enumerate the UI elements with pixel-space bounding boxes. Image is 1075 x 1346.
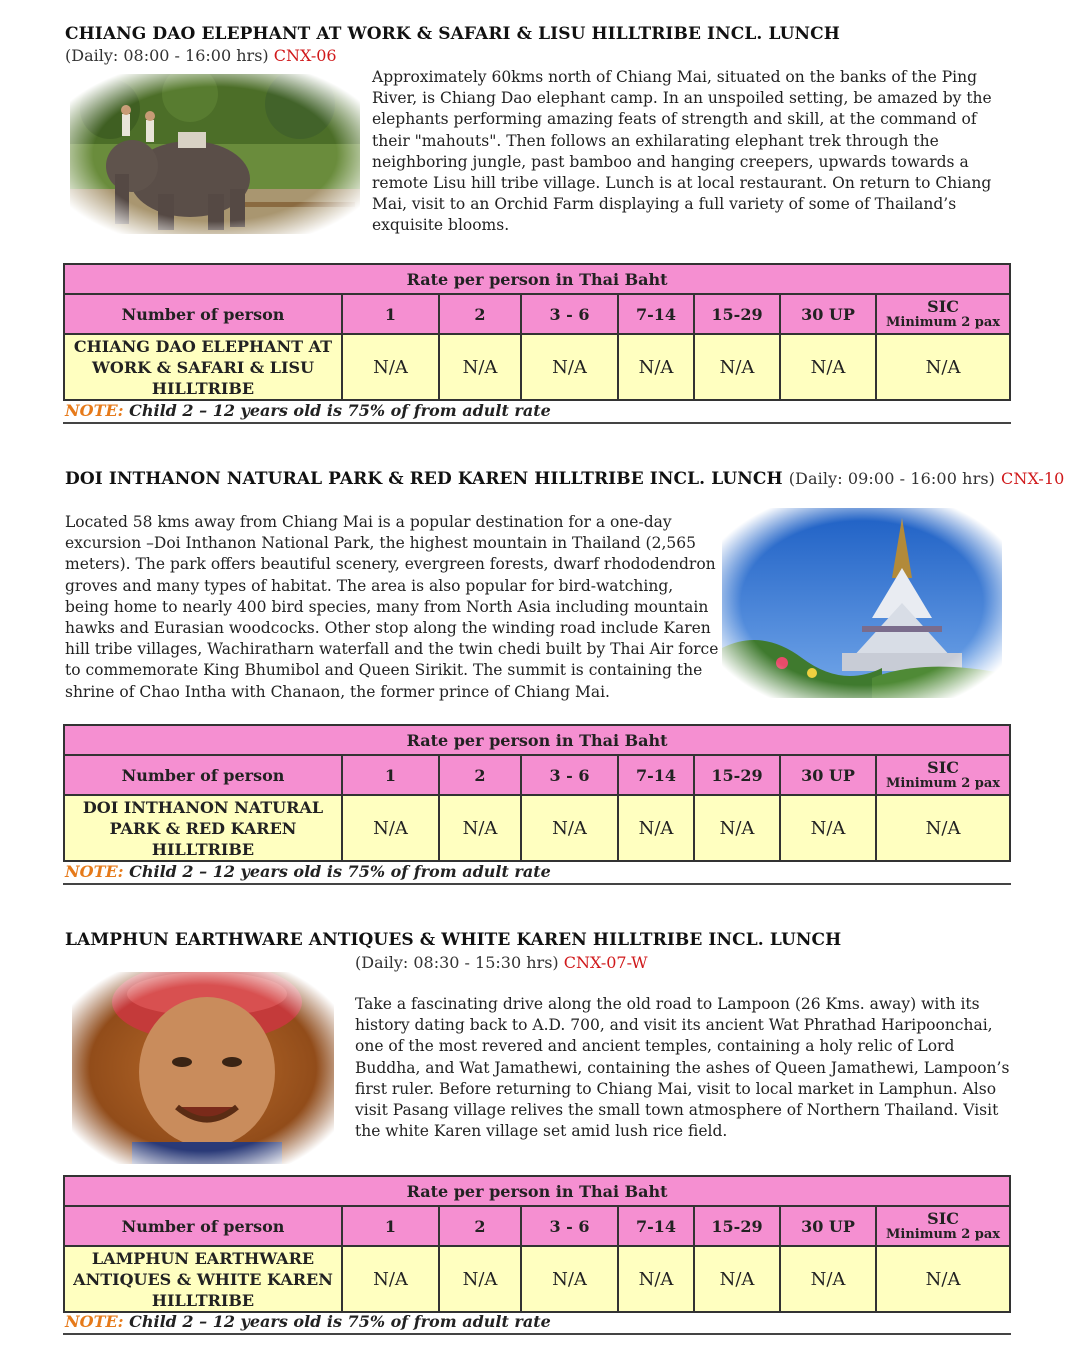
sic-header bbox=[876, 1206, 1010, 1246]
elephant-photo bbox=[70, 74, 360, 234]
col-header: 2 bbox=[439, 1206, 521, 1246]
tour-1-description: Approximately 60kms north of Chiang Mai, situated on the banks of the Ping River, is Chiang Dao elephant camp. In an unspoiled setting, be amazed by the elephants performing amazing feats of strength and skill, at the command of their "mahouts". Then follows an exhilarating elephant trek through the neighboring jungle, past bamboo and hanging creepers, upwards towards a remote Lisu hill tribe village. Lunch is at local restaurant. On return to Chiang Mai, visit to an Orchid Farm displaying a full variety of some of Thailand’s exquisite blooms. bbox=[372, 68, 992, 235]
rate-cell: N/A bbox=[439, 795, 521, 861]
col-header: 15-29 bbox=[694, 294, 780, 334]
row-header: Number of person bbox=[64, 294, 342, 334]
note-text: Child 2 – 12 years old is 75% of from adult rate bbox=[123, 401, 551, 420]
rate-cell: N/A bbox=[521, 1246, 618, 1312]
sic-label: SIC bbox=[927, 297, 959, 316]
col-header: 7-14 bbox=[618, 755, 694, 795]
tour-3-code: CNX-07-W bbox=[563, 953, 648, 972]
col-header: 30 UP bbox=[780, 755, 876, 795]
rate-table-caption: Rate per person in Thai Baht bbox=[64, 1176, 1010, 1206]
tour-2-code: CNX-10 bbox=[1001, 469, 1065, 488]
note-text: Child 2 – 12 years old is 75% of from adult rate bbox=[123, 862, 551, 881]
rate-cell: N/A bbox=[876, 795, 1010, 861]
tour-name-line: CHIANG DAO ELEPHANT AT bbox=[73, 336, 333, 356]
rate-cell: N/A bbox=[694, 795, 780, 861]
tour-1-schedule: (Daily: 08:00 - 16:00 hrs) bbox=[65, 46, 269, 65]
rate-cell: N/A bbox=[780, 1246, 876, 1312]
tour-2-note bbox=[65, 862, 551, 881]
tour-3-schedule: (Daily: 08:30 - 15:30 hrs) bbox=[355, 953, 559, 972]
tour-1-code: CNX-06 bbox=[273, 46, 337, 65]
tour-1-note bbox=[65, 401, 551, 420]
col-header: 1 bbox=[342, 755, 439, 795]
tour-2-description: Located 58 kms away from Chiang Mai is a popular destination for a one-day excursion –Doi Inthanon National Park, the highest mountain in Thailand (2,565 meters). The park offers beautiful scenery, evergreen forests, dwarf rhododendron groves and many types of habitat. The area is also popular for bird-watching, being home to nearly 400 bird species, many from North Asia including mountain hawks and Eurasian woodcocks. Other stop along the winding road include Karen hill tribe villages, Wachiratharn waterfall and the twin chedi built by Thai Air force to commemorate King Bhumibol and Queen Sirikit. The summit is containing the shrine of Chao Intha with Chanaon, the former prince of Chiang Mai. bbox=[65, 513, 719, 701]
col-header: 1 bbox=[342, 1206, 439, 1246]
divider bbox=[63, 883, 1011, 885]
sic-header bbox=[876, 294, 1010, 334]
rate-cell: N/A bbox=[342, 334, 439, 400]
chedi-photo bbox=[722, 508, 1002, 698]
col-header: 3 - 6 bbox=[521, 755, 618, 795]
note-label: NOTE: bbox=[65, 862, 124, 881]
rate-cell: N/A bbox=[876, 1246, 1010, 1312]
tour-1-schedule-line bbox=[65, 46, 337, 65]
tour-name-line: DOI INTHANON NATURAL bbox=[82, 797, 324, 817]
rate-cell: N/A bbox=[521, 795, 618, 861]
col-header: 15-29 bbox=[694, 755, 780, 795]
rate-cell: N/A bbox=[694, 1246, 780, 1312]
row-header: Number of person bbox=[64, 755, 342, 795]
col-header: 3 - 6 bbox=[521, 1206, 618, 1246]
rate-table-caption: Rate per person in Thai Baht bbox=[64, 264, 1010, 294]
rate-cell: N/A bbox=[780, 334, 876, 400]
sic-minimum: Minimum 2 pax bbox=[886, 315, 1001, 330]
rate-cell: N/A bbox=[780, 795, 876, 861]
divider bbox=[63, 422, 1011, 424]
rate-cell: N/A bbox=[342, 795, 439, 861]
rate-cell: N/A bbox=[521, 334, 618, 400]
tour-2-rate-table bbox=[63, 724, 1011, 862]
tour-3-rate-table bbox=[63, 1175, 1011, 1313]
note-text: Child 2 – 12 years old is 75% of from adult rate bbox=[123, 1312, 551, 1331]
col-header: 30 UP bbox=[780, 294, 876, 334]
tour-3-schedule-line bbox=[355, 953, 648, 972]
note-label: NOTE: bbox=[65, 1312, 124, 1331]
sic-header bbox=[876, 755, 1010, 795]
col-header: 3 - 6 bbox=[521, 294, 618, 334]
col-header: 7-14 bbox=[618, 1206, 694, 1246]
tour-name-line: PARK & RED KAREN bbox=[109, 818, 297, 838]
tour-name-line: HILLTRIBE bbox=[151, 1290, 255, 1310]
tour-1-rate-table bbox=[63, 263, 1011, 401]
sic-minimum: Minimum 2 pax bbox=[886, 1227, 1001, 1242]
col-header: 1 bbox=[342, 294, 439, 334]
tour-2-schedule: (Daily: 09:00 - 16:00 hrs) bbox=[788, 469, 995, 488]
tour-name-line: HILLTRIBE bbox=[151, 378, 255, 398]
row-header: Number of person bbox=[64, 1206, 342, 1246]
rate-cell: N/A bbox=[876, 334, 1010, 400]
col-header: 30 UP bbox=[780, 1206, 876, 1246]
rate-table-caption: Rate per person in Thai Baht bbox=[64, 725, 1010, 755]
tour-name-line: ANTIQUES & WHITE KAREN bbox=[73, 1269, 333, 1289]
tour-name-cell bbox=[64, 334, 342, 400]
tour-1-title: CHIANG DAO ELEPHANT AT WORK & SAFARI & LISU HILLTRIBE INCL. LUNCH bbox=[65, 24, 840, 44]
rate-cell: N/A bbox=[694, 334, 780, 400]
note-label: NOTE: bbox=[65, 401, 124, 420]
tour-2-title: DOI INTHANON NATURAL PARK & RED KAREN HILLTRIBE INCL. LUNCH bbox=[65, 469, 783, 489]
tour-2-title-line bbox=[65, 469, 1064, 489]
col-header: 2 bbox=[439, 294, 521, 334]
tour-name-line: WORK & SAFARI & LISU bbox=[91, 357, 315, 377]
tour-3-description: Take a fascinating drive along the old road to Lampoon (26 Kms. away) with its history dating back to A.D. 700, and visit its ancient Wat Phrathad Haripoonchai, one of the most revered and ancient temples, containing a holy relic of Lord Buddha, and Wat Jamathewi, containing the ashes of Queen Jamathewi, Lampoon’s first ruler. Before returning to Chiang Mai, visit to local market in Lamphun. Also visit Pasang village relives the small town atmosphere of Northern Thailand. Visit the white Karen village set amid lush rice field. bbox=[355, 995, 1010, 1141]
rate-cell: N/A bbox=[618, 334, 694, 400]
sic-label: SIC bbox=[927, 758, 959, 777]
rate-cell: N/A bbox=[342, 1246, 439, 1312]
tour-3-title: LAMPHUN EARTHWARE ANTIQUES & WHITE KAREN HILLTRIBE INCL. LUNCH bbox=[65, 930, 842, 950]
rate-cell: N/A bbox=[618, 795, 694, 861]
rate-cell: N/A bbox=[439, 1246, 521, 1312]
rate-cell: N/A bbox=[618, 1246, 694, 1312]
woman-portrait-photo bbox=[72, 972, 334, 1164]
sic-label: SIC bbox=[927, 1209, 959, 1228]
tour-3-note bbox=[65, 1312, 551, 1331]
rate-cell: N/A bbox=[439, 334, 521, 400]
divider bbox=[63, 1333, 1011, 1335]
col-header: 15-29 bbox=[694, 1206, 780, 1246]
tour-name-cell bbox=[64, 1246, 342, 1312]
col-header: 7-14 bbox=[618, 294, 694, 334]
tour-name-cell bbox=[64, 795, 342, 861]
sic-minimum: Minimum 2 pax bbox=[886, 776, 1001, 791]
tour-name-line: LAMPHUN EARTHWARE bbox=[91, 1248, 315, 1268]
tour-name-line: HILLTRIBE bbox=[151, 839, 255, 859]
col-header: 2 bbox=[439, 755, 521, 795]
